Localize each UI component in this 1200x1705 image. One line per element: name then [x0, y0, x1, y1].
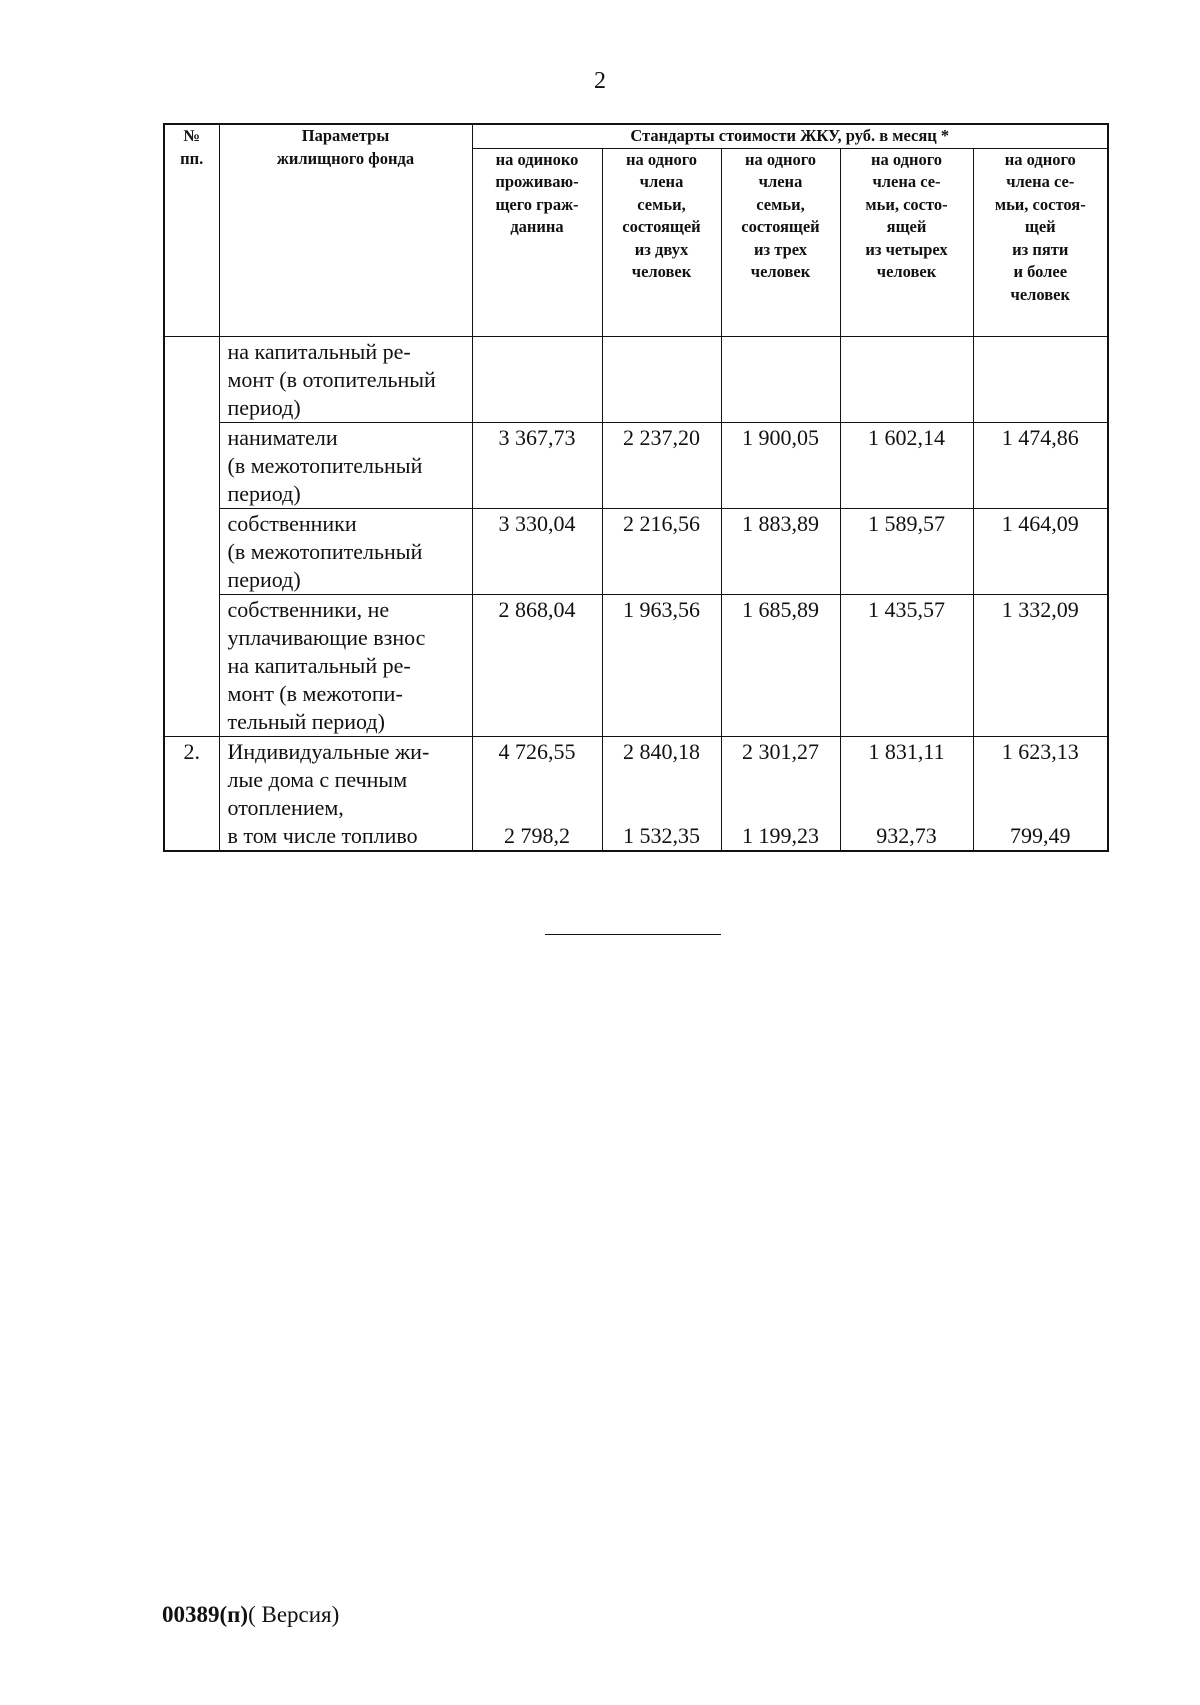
table-row — [164, 594, 1108, 736]
cell-value — [602, 336, 721, 422]
row-num: 2. — [164, 736, 219, 851]
row-param-text: Индивидуальные жи- лые дома с печным отоплением, в том числе топливо — [227, 738, 430, 848]
cell-value — [840, 336, 973, 422]
header-parameters: Параметры жилищного фонда — [219, 124, 472, 336]
footer-version: ( Версия) — [248, 1602, 340, 1627]
cell-value: 1 623,13 — [1001, 738, 1079, 764]
cell-value-pair — [721, 736, 840, 851]
table-row — [164, 508, 1108, 594]
cell-value-pair — [472, 736, 602, 851]
row-num — [164, 336, 219, 736]
header-col-single: на одиноко проживаю- щего граж- данина — [472, 148, 602, 336]
footer-document-code — [162, 1602, 339, 1628]
cell-value-fuel: 2 798,2 — [504, 822, 570, 848]
header-col-three: на одного члена семьи, состоящей из трех человек — [721, 148, 840, 336]
cell-value-pair — [973, 736, 1108, 851]
cost-standards-table — [163, 123, 1109, 852]
row-param — [219, 422, 472, 508]
cell-value: 4 726,55 — [498, 738, 576, 764]
header-col-five: на одного члена се- мьи, состоя- щей из пяти и более человек — [973, 148, 1108, 336]
table-row — [164, 736, 1108, 851]
cell-value: 1 963,56 — [602, 594, 721, 736]
cell-value: 1 464,09 — [973, 508, 1108, 594]
row-param-text: собственники (в межотопительный период) — [227, 510, 423, 592]
cell-value: 1 900,05 — [721, 422, 840, 508]
cell-value-fuel: 1 532,35 — [623, 822, 700, 848]
cell-value: 1 332,09 — [973, 594, 1108, 736]
cell-value-pair — [840, 736, 973, 851]
cell-value: 1 602,14 — [840, 422, 973, 508]
table-row — [164, 422, 1108, 508]
cell-value: 1 589,57 — [840, 508, 973, 594]
row-param-text: собственники, не уплачивающие взнос на капитальный ре- монт (в межотопи- тельный период) — [227, 596, 426, 734]
row-param — [219, 508, 472, 594]
header-col-two: на одного члена семьи, состоящей из двух человек — [602, 148, 721, 336]
header-cost-standards: Стандарты стоимости ЖКУ, руб. в месяц * — [472, 124, 1108, 148]
row-param — [219, 736, 472, 851]
page-number: 2 — [594, 68, 606, 94]
cell-value-pair — [602, 736, 721, 851]
cell-value: 1 883,89 — [721, 508, 840, 594]
cell-value: 2 868,04 — [472, 594, 602, 736]
header-num: № пп. — [164, 124, 219, 336]
cell-value: 1 435,57 — [840, 594, 973, 736]
header-row-group — [164, 124, 1108, 148]
cell-value: 2 301,27 — [742, 738, 819, 764]
cell-value-fuel: 932,73 — [876, 822, 937, 848]
row-param — [219, 336, 472, 422]
row-param-text: на капитальный ре- монт (в отопительный период) — [227, 338, 436, 420]
cell-value — [721, 336, 840, 422]
cell-value-fuel: 1 199,23 — [742, 822, 819, 848]
cell-value: 2 216,56 — [602, 508, 721, 594]
row-param-text: наниматели (в межотопительный период) — [227, 424, 423, 506]
cell-value: 1 685,89 — [721, 594, 840, 736]
footer-code: 00389(п) — [162, 1602, 249, 1627]
separator-line — [545, 934, 721, 935]
cell-value — [973, 336, 1108, 422]
cell-value: 2 840,18 — [623, 738, 700, 764]
cell-value: 1 474,86 — [973, 422, 1108, 508]
header-col-four: на одного члена се- мьи, состо- ящей из четырех человек — [840, 148, 973, 336]
cell-value: 3 330,04 — [472, 508, 602, 594]
cell-value: 3 367,73 — [472, 422, 602, 508]
cell-value: 2 237,20 — [602, 422, 721, 508]
table-row — [164, 336, 1108, 422]
cell-value — [472, 336, 602, 422]
row-param — [219, 594, 472, 736]
cell-value-fuel: 799,49 — [1010, 822, 1071, 848]
cell-value: 1 831,11 — [868, 738, 945, 764]
